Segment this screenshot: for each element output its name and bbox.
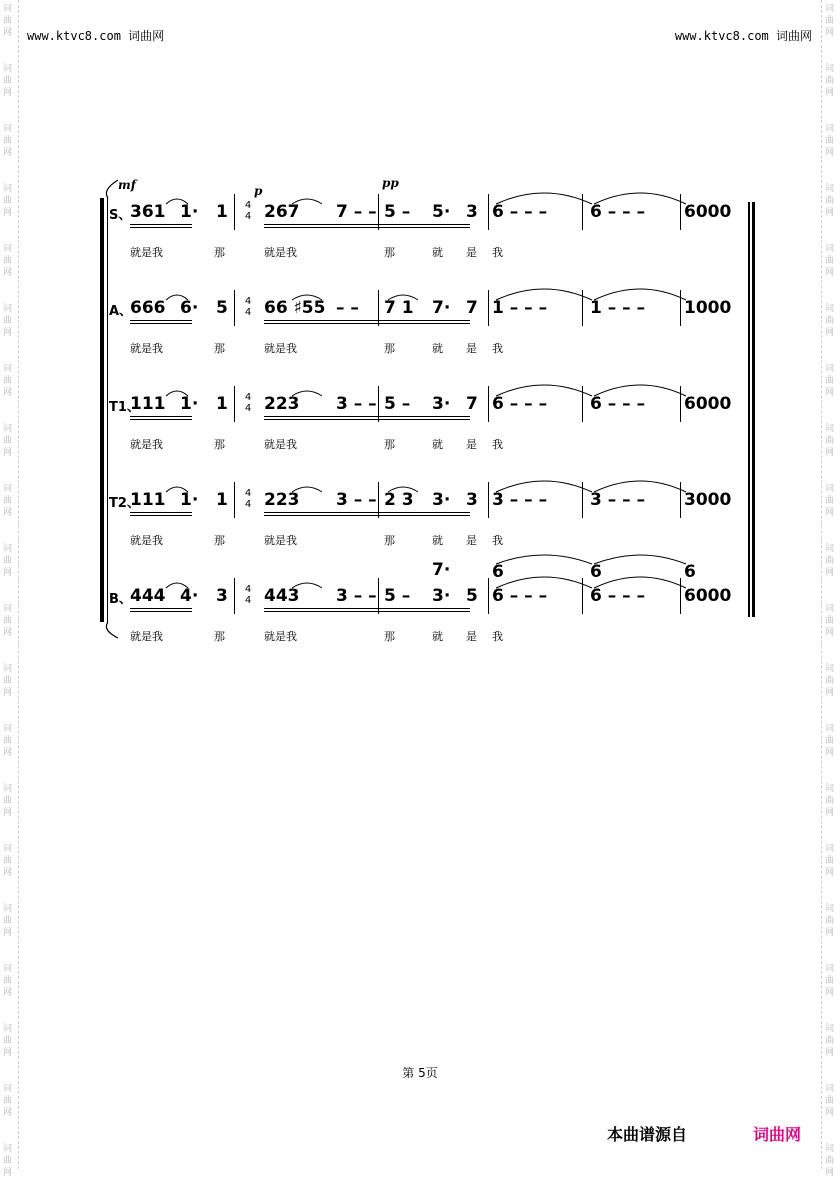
part-label: B、 [109,592,132,607]
watermark-char: 曲 [3,916,13,926]
watermark-char: 词 [825,364,835,374]
watermark-char: 曲 [825,976,835,986]
watermark-char: 网 [825,208,835,218]
watermark-char: 网 [3,1048,13,1058]
dynamic-mf: mf [118,178,136,192]
part-label: S、 [109,208,132,223]
slur [166,583,188,588]
watermark-char: 网 [825,388,835,398]
watermark-char: 网 [825,508,835,518]
measure-3-note: 3 [466,490,478,510]
lyric: 就是我 [130,246,163,259]
watermark-char: 词 [3,964,13,974]
watermark-char: 曲 [825,1096,835,1106]
header-site-right[interactable]: www.ktvc8.com 词曲网 [674,29,812,43]
watermark-char: 网 [3,268,13,278]
lyric: 那 [214,342,225,355]
watermark-char: 网 [3,568,13,578]
watermark-char: 网 [825,568,835,578]
watermark-char: 词 [3,484,13,494]
slur-layer [96,176,758,656]
watermark-char: 词 [825,4,835,14]
measure-3-note: 3 [466,202,478,222]
watermark-char: 词 [3,844,13,854]
measure-2-group: 267 [264,202,300,222]
lyric: 是 [466,438,477,451]
upper-voice-note: 6 [492,562,504,582]
measure-3-note: 7 1 [384,298,414,318]
measure-1-note: 1 [216,202,228,222]
measure-3-note: 7· [432,298,451,318]
watermark-char: 曲 [3,16,13,26]
time-signature: 4 4 [244,296,252,318]
watermark-char: 曲 [825,136,835,146]
watermark-char: 网 [3,208,13,218]
watermark-char: 曲 [825,196,835,206]
lyric: 是 [466,342,477,355]
upper-voice-note: 7· [432,560,451,580]
tie-arc [594,481,686,492]
watermark-char: 曲 [825,616,835,626]
measure-1-note: 3 [216,586,228,606]
watermark-char: 曲 [3,796,13,806]
measure-2-group: 443 [264,586,300,606]
slur [292,199,322,204]
slur [166,295,188,300]
measure-3-note: 3· [432,394,451,414]
lyric: 就是我 [264,534,297,547]
measure-6-note: 6000 [684,586,732,606]
source-label: 本曲谱源自 [607,1125,688,1144]
watermark-char: 词 [3,604,13,614]
watermark-char: 曲 [3,436,13,446]
watermark-char: 网 [3,868,13,878]
music-score [96,176,758,656]
time-signature: 4 4 [244,200,252,222]
watermark-char: 曲 [3,556,13,566]
measure-2-rest: 3 – – [336,394,377,414]
watermark-char: 词 [825,244,835,254]
watermark-char: 网 [825,28,835,38]
lyric: 是 [466,246,477,259]
measure-4-note: 3 – – – [492,490,548,510]
watermark-char: 词 [3,784,13,794]
watermark-char: 曲 [825,1036,835,1046]
lyric: 就 [432,438,443,451]
slur [166,199,188,204]
measure-1-note: 1· [180,394,199,414]
watermark-char: 词 [825,484,835,494]
brand-label[interactable]: 词曲网 [753,1125,802,1144]
watermark-char: 网 [825,1108,835,1118]
watermark-char: 网 [825,988,835,998]
part-label: T1、 [109,400,140,415]
upper-voice-note: 6 [590,562,602,582]
watermark-char: 曲 [3,76,13,86]
lyric: 就 [432,534,443,547]
measure-1-group: 444 [130,586,166,606]
tie-arc [594,555,686,564]
upper-voice-note: 6 [684,562,696,582]
watermark-char: 网 [3,1108,13,1118]
lyric: 我 [492,342,503,355]
slur [292,295,322,300]
measure-3-note: 3· [432,490,451,510]
watermark-char: 词 [825,784,835,794]
measure-2-rest: 3 – – [336,586,377,606]
watermark-char: 词 [3,364,13,374]
watermark-char: 曲 [825,316,835,326]
slur [292,583,322,588]
watermark-char: 网 [825,148,835,158]
watermark-char: 词 [3,64,13,74]
watermark-char: 网 [3,148,13,158]
watermark-char: 词 [3,244,13,254]
measure-2-group: 223 [264,394,300,414]
watermark-char: 词 [3,124,13,134]
watermark-char: 网 [3,928,13,938]
tie-arc [496,481,592,492]
watermark-char: 网 [3,508,13,518]
watermark-char: 曲 [825,16,835,26]
watermark-char: 词 [825,844,835,854]
watermark-char: 词 [3,544,13,554]
watermark-char: 曲 [825,736,835,746]
right-watermark-strip [821,0,840,1178]
watermark-char: 网 [825,1168,835,1178]
lyric: 我 [492,438,503,451]
watermark-char: 网 [825,808,835,818]
watermark-char: 词 [825,124,835,134]
watermark-char: 网 [825,748,835,758]
watermark-char: 词 [825,1084,835,1094]
measure-1-note: 1· [180,202,199,222]
measure-1-note: 1 [216,394,228,414]
measure-6-note: 6000 [684,394,732,414]
measure-2-rest: 7 – – [336,202,377,222]
watermark-char: 曲 [825,676,835,686]
watermark-char: 曲 [3,1036,13,1046]
watermark-char: 曲 [825,556,835,566]
watermark-char: 网 [825,88,835,98]
lyric: 就是我 [264,438,297,451]
watermark-char: 网 [3,388,13,398]
measure-2-rest: – – [336,298,359,318]
tie-arc [496,577,592,588]
measure-3-note: 5 [466,586,478,606]
lyric: 就是我 [264,342,297,355]
lyric: 那 [384,246,395,259]
watermark-char: 词 [825,1144,835,1154]
watermark-char: 词 [825,904,835,914]
watermark-char: 网 [3,808,13,818]
tie-arc [496,555,592,564]
measure-1-group: 666 [130,298,166,318]
time-signature: 4 4 [244,584,252,606]
lyric: 就是我 [130,438,163,451]
watermark-char: 曲 [825,76,835,86]
measure-3-note: 3· [432,586,451,606]
measure-3-note: 7 [466,298,478,318]
measure-2-rest: 3 – – [336,490,377,510]
measure-3-note: 5 – [384,202,411,222]
watermark-char: 词 [825,424,835,434]
measure-1-note: 1 [216,490,228,510]
tie-arc [594,385,686,396]
measure-4-note: 6 – – – [492,202,548,222]
watermark-char: 词 [3,664,13,674]
measure-5-note: 6 – – – [590,394,646,414]
tie-arc [496,193,592,204]
lyric: 就是我 [130,342,163,355]
watermark-char: 曲 [825,436,835,446]
watermark-char: 词 [3,1024,13,1034]
watermark-char: 曲 [825,796,835,806]
measure-3-note: 2 3 [384,490,414,510]
watermark-char: 曲 [3,196,13,206]
measure-3-note: 5· [432,202,451,222]
lyric: 就是我 [264,630,297,643]
tie-arc [496,289,592,300]
watermark-char: 词 [825,1024,835,1034]
watermark-char: 词 [3,904,13,914]
lyric: 那 [384,534,395,547]
lyric: 那 [214,438,225,451]
lyric: 就 [432,342,443,355]
measure-5-note: 6 – – – [590,202,646,222]
tie-arc [594,289,686,300]
lyric: 那 [214,246,225,259]
measure-4-note: 1 – – – [492,298,548,318]
measure-1-group: 361 [130,202,166,222]
lyric: 是 [466,534,477,547]
watermark-char: 网 [3,328,13,338]
measure-4-note: 6 – – – [492,586,548,606]
lyric: 是 [466,630,477,643]
lyric: 就是我 [130,534,163,547]
watermark-char: 网 [3,748,13,758]
measure-5-note: 6 – – – [590,586,646,606]
watermark-char: 曲 [825,376,835,386]
watermark-char: 曲 [825,1156,835,1166]
left-watermark-strip [0,0,19,1178]
watermark-char: 曲 [3,136,13,146]
tie-arc [496,385,592,396]
watermark-char: 曲 [3,736,13,746]
watermark-char: 网 [825,328,835,338]
watermark-char: 曲 [3,316,13,326]
watermark-char: 词 [3,304,13,314]
watermark-char: 曲 [3,976,13,986]
watermark-char: 网 [825,688,835,698]
measure-1-note: 6· [180,298,199,318]
watermark-char: 网 [825,448,835,458]
slur [388,295,418,300]
watermark-char: 词 [3,424,13,434]
time-signature: 4 4 [244,488,252,510]
watermark-char: 词 [3,184,13,194]
watermark-char: 词 [825,664,835,674]
watermark-char: 曲 [825,916,835,926]
watermark-char: 网 [3,988,13,998]
watermark-char: 曲 [825,856,835,866]
lyric: 就 [432,246,443,259]
watermark-char: 网 [825,1048,835,1058]
watermark-char: 词 [3,724,13,734]
watermark-char: 曲 [3,1096,13,1106]
measure-2-group: 223 [264,490,300,510]
measure-4-note: 6 – – – [492,394,548,414]
watermark-char: 曲 [3,376,13,386]
slur [292,487,322,492]
slur [388,487,418,492]
watermark-char: 网 [3,448,13,458]
watermark-char: 词 [825,724,835,734]
measure-3-note: 7 [466,394,478,414]
watermark-char: 词 [825,64,835,74]
measure-6-note: 1000 [684,298,732,318]
watermark-char: 曲 [3,856,13,866]
watermark-char: 网 [3,88,13,98]
watermark-char: 词 [3,1144,13,1154]
watermark-char: 网 [825,628,835,638]
lyric: 就是我 [130,630,163,643]
lyric: 那 [214,534,225,547]
watermark-char: 网 [3,1168,13,1178]
watermark-char: 词 [825,964,835,974]
watermark-char: 词 [3,4,13,14]
measure-3-note: 5 – [384,586,411,606]
lyric: 我 [492,630,503,643]
lyric: 那 [384,342,395,355]
page-number: 第 5页 [402,1066,438,1080]
measure-1-group: 111 [130,394,166,414]
measure-6-note: 6000 [684,202,732,222]
time-signature: 4 4 [244,392,252,414]
watermark-char: 词 [825,544,835,554]
slur [166,391,188,396]
measure-2-group: 66 ♯55 [264,298,326,318]
watermark-char: 曲 [3,1156,13,1166]
watermark-char: 曲 [3,496,13,506]
watermark-char: 曲 [3,616,13,626]
slur [292,391,322,396]
lyric: 就 [432,630,443,643]
watermark-char: 词 [825,304,835,314]
watermark-char: 网 [3,28,13,38]
watermark-char: 网 [3,628,13,638]
header-site-left[interactable]: www.ktvc8.com 词曲网 [27,29,165,43]
measure-5-note: 1 – – – [590,298,646,318]
tie-arc [594,193,686,204]
lyric: 就是我 [264,246,297,259]
dynamic-pp: pp [382,176,399,190]
tie-arc [594,577,686,588]
watermark-char: 词 [3,1084,13,1094]
watermark-char: 网 [825,268,835,278]
watermark-char: 词 [825,604,835,614]
lyric: 那 [384,438,395,451]
measure-1-note: 5 [216,298,228,318]
watermark-char: 网 [825,868,835,878]
watermark-char: 曲 [3,256,13,266]
part-label: T2、 [109,496,140,511]
measure-3-note: 5 – [384,394,411,414]
watermark-char: 网 [825,928,835,938]
watermark-char: 曲 [3,676,13,686]
dynamic-p: p [254,184,263,198]
watermark-char: 网 [3,688,13,698]
watermark-char: 曲 [825,256,835,266]
part-label: A、 [109,304,133,319]
lyric: 我 [492,246,503,259]
lyric: 那 [384,630,395,643]
lyric: 我 [492,534,503,547]
lyric: 那 [214,630,225,643]
measure-1-note: 4· [180,586,199,606]
measure-5-note: 3 – – – [590,490,646,510]
measure-6-note: 3000 [684,490,732,510]
watermark-char: 曲 [825,496,835,506]
measure-1-group: 111 [130,490,166,510]
watermark-char: 词 [825,184,835,194]
slur [166,487,188,492]
measure-1-note: 1· [180,490,199,510]
